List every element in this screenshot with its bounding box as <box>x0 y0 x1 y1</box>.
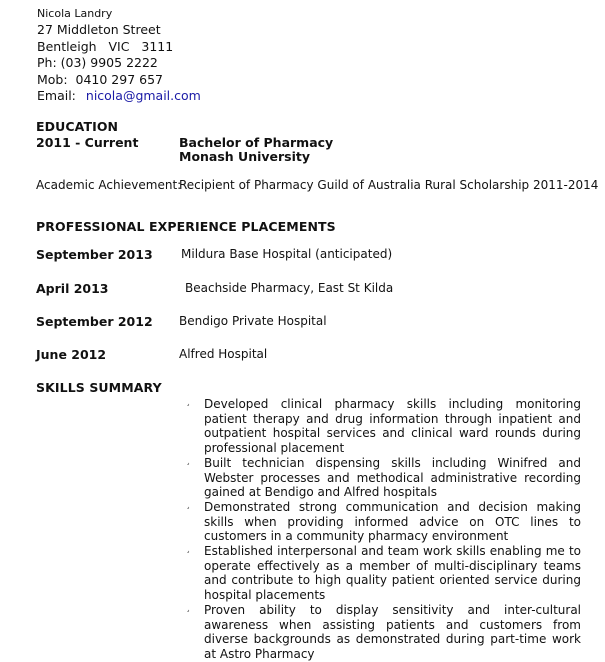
experience-date: June 2012 <box>36 347 107 362</box>
address-line-2: Bentleigh VIC 3111 <box>37 38 174 54</box>
email-label: Email: <box>37 88 76 103</box>
education-degree: Bachelor of Pharmacy <box>179 135 334 150</box>
bullet-icon: ¸ <box>186 499 191 510</box>
skill-item <box>186 544 581 603</box>
skill-text: Proven ability to display sensitivity and inter-cultural awareness when assisting patients and customers from diverse backgrounds as demonstrated during part-time work at Astro Pharmacy <box>204 602 581 661</box>
experience-date: September 2013 <box>36 247 153 262</box>
experience-place: Beachside Pharmacy, East St Kilda <box>185 281 394 295</box>
skills-list <box>186 397 581 662</box>
achievement-label: Academic Achievement: <box>36 178 182 192</box>
experience-place: Bendigo Private Hospital <box>179 314 327 328</box>
contact-block <box>37 6 201 105</box>
skill-item <box>186 500 581 544</box>
contact-name: Nicola Landry <box>37 7 113 20</box>
bullet-icon: ¸ <box>186 544 191 555</box>
achievement-text: Recipient of Pharmacy Guild of Australia Rural Scholarship 2011-2014 <box>179 178 599 192</box>
email-row <box>37 88 201 105</box>
experience-place: Alfred Hospital <box>179 347 268 361</box>
address-line-1: 27 Middleton Street <box>37 22 161 37</box>
skill-text: Developed clinical pharmacy skills including monitoring patient therapy and drug information through inpatient and outpatient hospital services and clinical ward rounds during professional placement <box>204 397 581 456</box>
education-heading: EDUCATION <box>36 119 119 134</box>
experience-heading: PROFESSIONAL EXPERIENCE PLACEMENTS <box>36 219 336 234</box>
skill-text: Demonstrated strong communication and decision making skills when providing informed advice on OTC lines to customers in a community pharmacy environment <box>204 499 581 544</box>
experience-place: Mildura Base Hospital (anticipated) <box>181 247 393 261</box>
bullet-icon: ¸ <box>186 455 191 466</box>
mobile: Mob: 0410 297 657 <box>37 71 164 87</box>
education-period: 2011 - Current <box>36 135 139 150</box>
skill-text: Built technician dispensing skills including Winifred and Webster processes and methodical administrative recording gained at Bendigo and Alfred hospitals <box>204 455 581 500</box>
email-link[interactable]: nicola@gmail.com <box>85 88 201 103</box>
bullet-icon: ¸ <box>186 602 191 613</box>
skill-item <box>186 456 581 500</box>
phone: Ph: (03) 9905 2222 <box>37 55 158 70</box>
bullet-icon: ¸ <box>186 397 191 407</box>
skill-text: Established interpersonal and team work skills enabling me to operate effectively as a member of multi-disciplinary teams and contribute to high quality patient oriented service during hospital placements <box>204 544 581 603</box>
experience-date: April 2013 <box>36 281 109 296</box>
skill-item <box>186 397 581 456</box>
education-institution: Monash University <box>179 149 311 164</box>
skills-heading: SKILLS SUMMARY <box>36 380 162 395</box>
experience-date: September 2012 <box>36 314 153 329</box>
skill-item <box>186 603 581 662</box>
